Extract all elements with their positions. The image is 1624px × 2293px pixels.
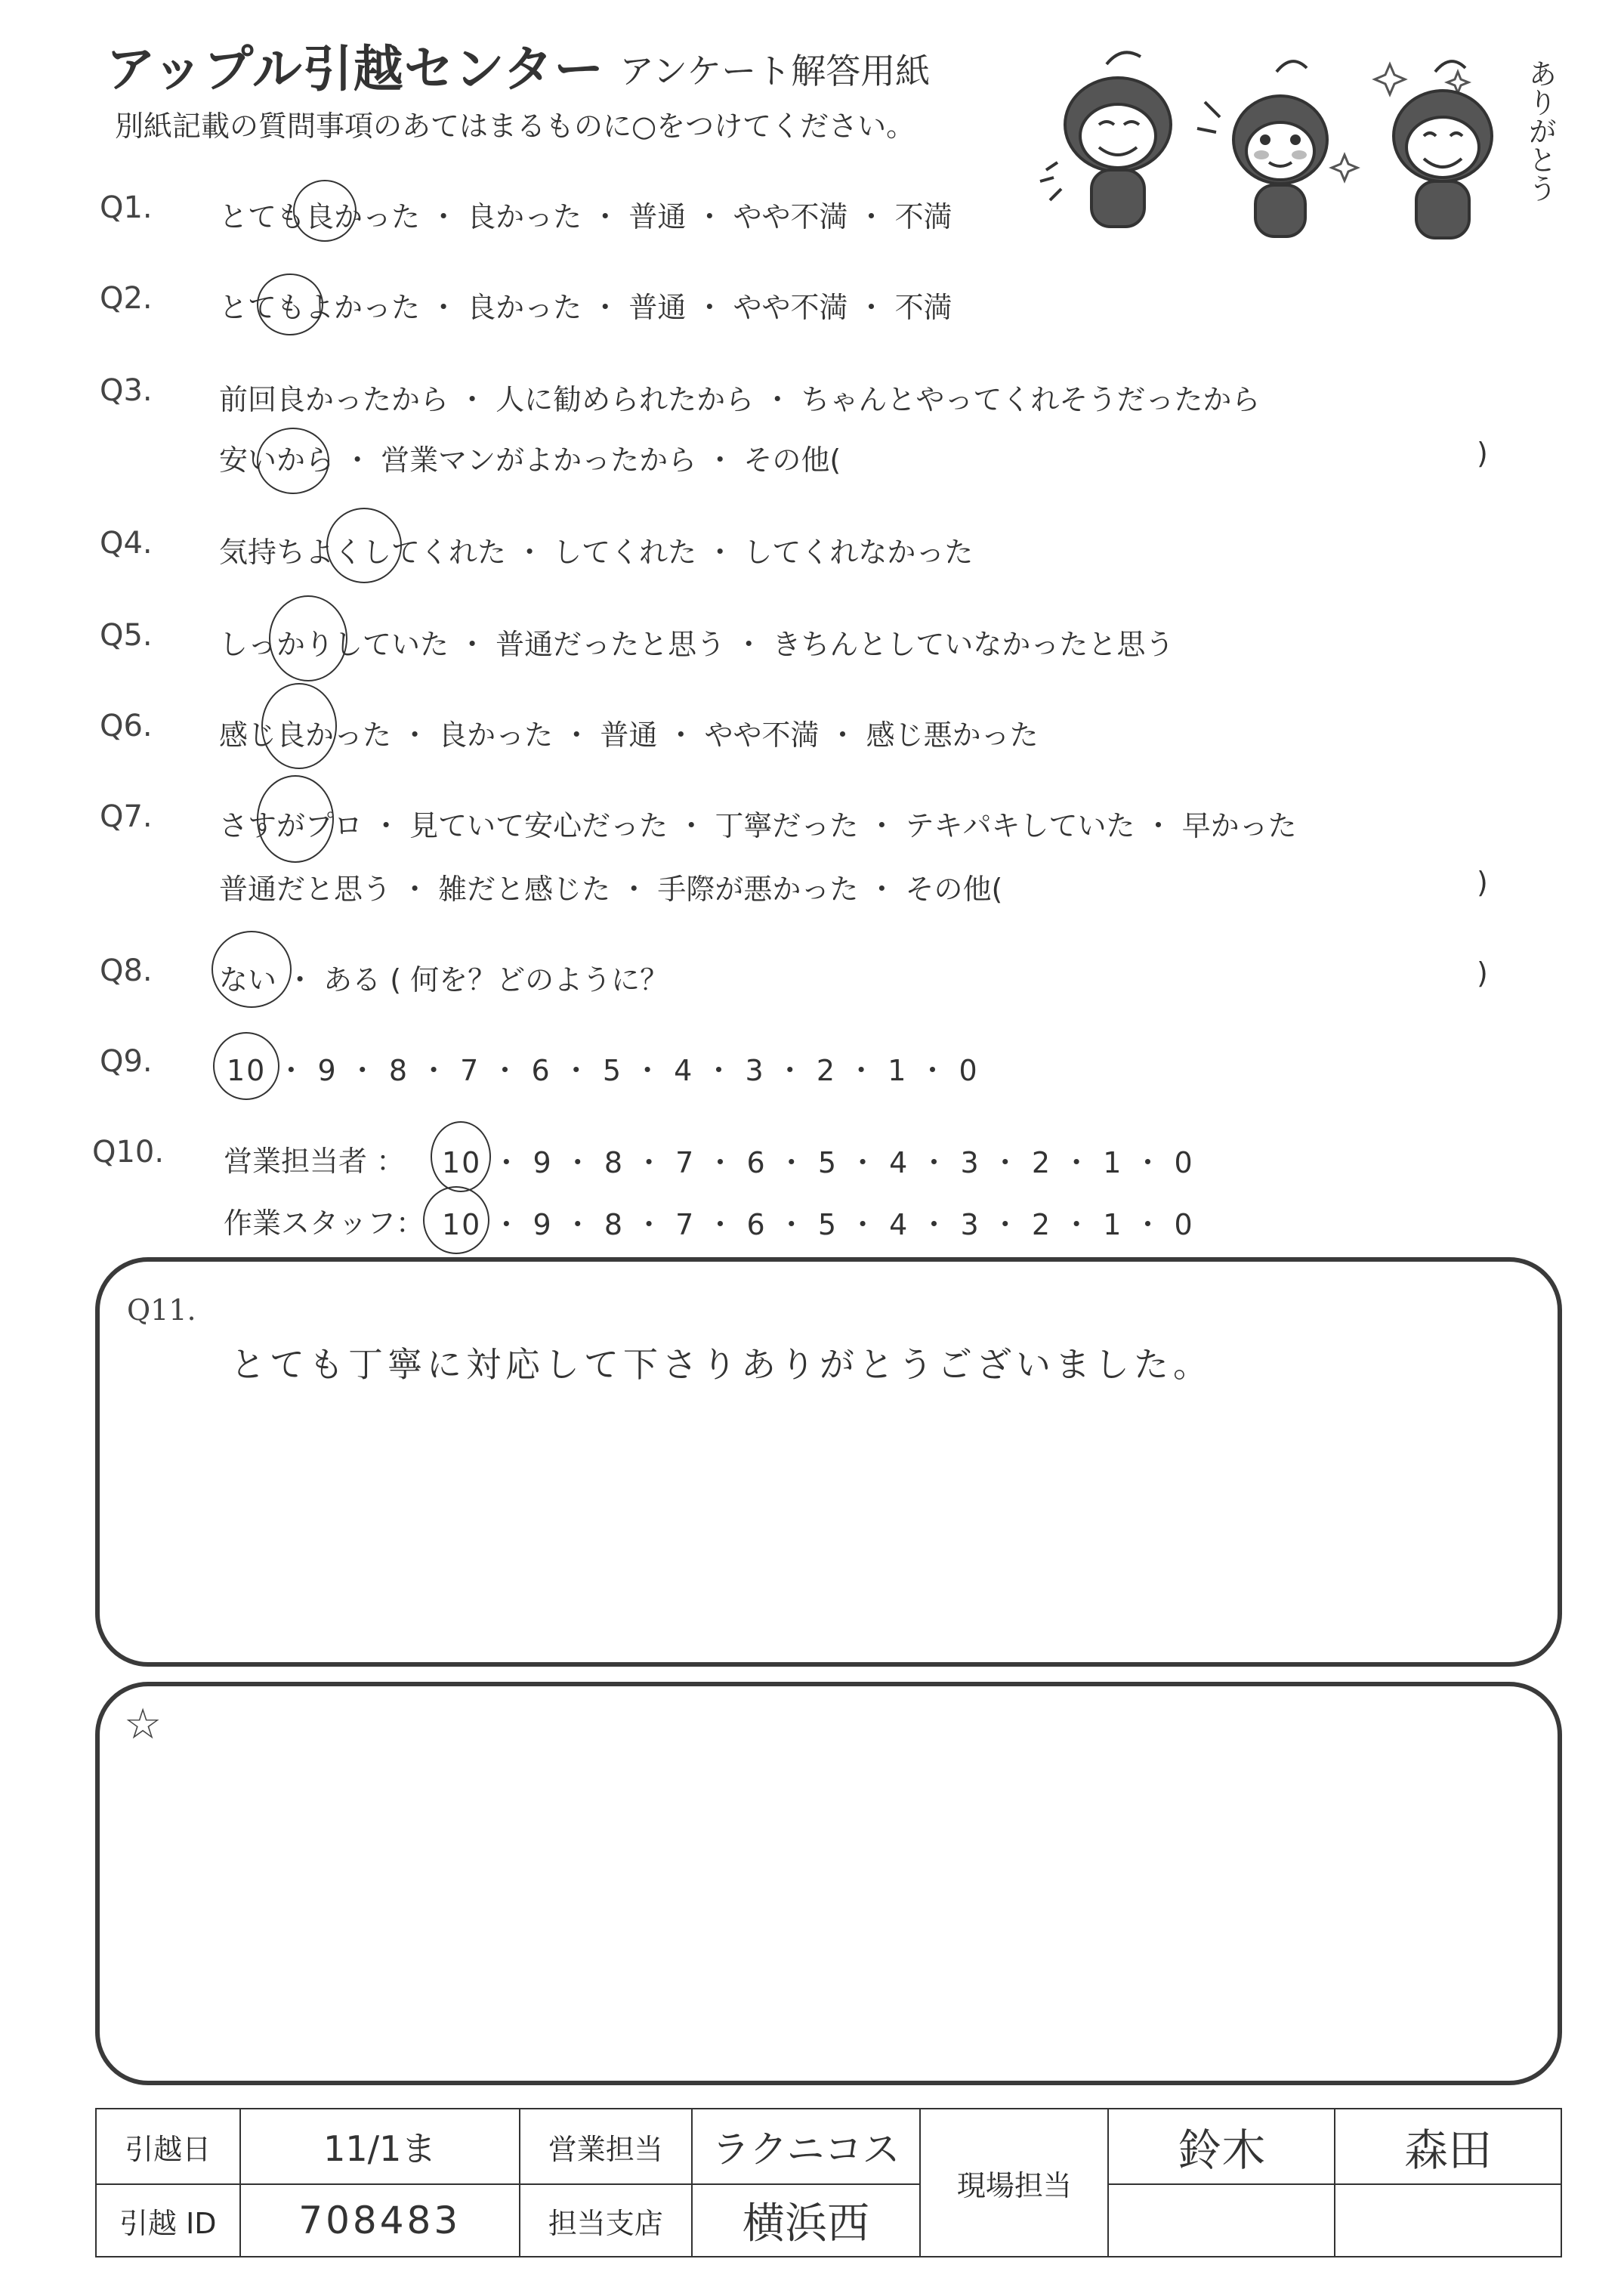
q3-close-paren: ) xyxy=(1477,437,1488,470)
branch-label: 担当支店 xyxy=(520,2184,692,2257)
q4-answer-circle xyxy=(326,508,402,583)
q5-options: しっかりしていた ・ 普通だったと思う ・ きちんとしていなかったと思う xyxy=(219,628,1175,661)
q1-answer-circle xyxy=(293,180,357,242)
q8-label: Q8. xyxy=(100,953,153,988)
move-id-label: 引越 ID xyxy=(96,2184,240,2257)
q6-answer-circle xyxy=(261,683,337,769)
q10-staff-label: 作業スタッフ： xyxy=(224,1207,425,1240)
site-staff-1 xyxy=(1108,2109,1335,2184)
q11-label: Q11. xyxy=(127,1293,196,1327)
q9-scale: 10 ・ 9 ・ 8 ・ 7 ・ 6 ・ 5 ・ 4 ・ 3 ・ 2 ・ 1 ・ 0 xyxy=(227,1054,979,1087)
move-id-value xyxy=(240,2184,520,2257)
q8-close-paren: ) xyxy=(1477,956,1488,990)
form-title: アップル引越センター xyxy=(106,40,605,98)
q6-options: 感じ良かった ・ 良かった ・ 普通 ・ やや不満 ・ 感じ悪かった xyxy=(219,718,1039,752)
branch-handwritten: 横浜西 xyxy=(742,2199,869,2249)
q9-answer-circle xyxy=(213,1032,279,1100)
q9-label: Q9. xyxy=(100,1044,153,1079)
q10-sales-label: 営業担当者 ： xyxy=(224,1145,406,1178)
move-id-handwritten: 708483 xyxy=(298,2199,462,2243)
monkey-1 xyxy=(1040,52,1171,227)
q11-comment-box xyxy=(95,1257,1562,1667)
mascot-caption: ありがとう xyxy=(1524,59,1557,202)
q8-options: ない ・ ある ( 何を？どのように？ xyxy=(219,963,669,997)
site-staff-3 xyxy=(1108,2184,1335,2257)
q4-options: 気持ちよくしてくれた ・ してくれた ・ してくれなかった xyxy=(219,536,974,569)
site-staff-1-handwritten: 鈴木 xyxy=(1178,2125,1266,2177)
q10-staff-answer-circle xyxy=(423,1186,489,1254)
site-staff-label: 現場担当 xyxy=(920,2109,1108,2257)
q7-label: Q7. xyxy=(100,799,153,834)
branch-value xyxy=(692,2184,921,2257)
instruction-text: 別紙記載の質問事項のあてはまるものに○をつけてください。 xyxy=(115,110,915,143)
q3-answer-circle xyxy=(257,428,329,494)
monkey-3 xyxy=(1394,61,1492,238)
sales-rep-handwritten: ラクニコス xyxy=(712,2128,900,2172)
site-staff-2-handwritten: 森田 xyxy=(1404,2125,1493,2177)
move-info-table xyxy=(95,2108,1562,2257)
q7-options-line1: さすがプロ ・ 見ていて安心だった ・ 丁寧だった ・ テキパキしていた ・ 早かった xyxy=(219,809,1297,842)
q2-label: Q2. xyxy=(100,281,153,316)
form-subtitle: アンケート解答用紙 xyxy=(619,51,931,91)
star-icon: ☆ xyxy=(124,1700,162,1749)
star-comment-box xyxy=(95,1682,1562,2085)
q2-options: とてもよかった ・ 良かった ・ 普通 ・ やや不満 ・ 不満 xyxy=(219,291,952,324)
site-staff-2 xyxy=(1335,2109,1561,2184)
q3-options-line1: 前回良かったから ・ 人に勧められたから ・ ちゃんとやってくれそうだったから xyxy=(219,383,1261,416)
q1-label: Q1. xyxy=(100,190,153,225)
q3-label: Q3. xyxy=(100,373,153,408)
q10-label: Q10. xyxy=(92,1135,165,1170)
move-date-label: 引越日 xyxy=(96,2109,240,2184)
q10-sales-answer-circle xyxy=(431,1121,491,1192)
q5-answer-circle xyxy=(269,595,347,681)
q7-answer-circle xyxy=(257,775,334,863)
sales-rep-value xyxy=(692,2109,921,2184)
move-date-handwritten: 11/1ま xyxy=(323,2128,437,2170)
move-date-value xyxy=(240,2109,520,2184)
q5-label: Q5. xyxy=(100,618,153,653)
q6-label: Q6. xyxy=(100,709,153,743)
q8-answer-circle xyxy=(211,931,292,1008)
q10-staff-scale: 10 ・ 9 ・ 8 ・ 7 ・ 6 ・ 5 ・ 4 ・ 3 ・ 2 ・ 1 ・ 0 xyxy=(442,1208,1194,1241)
q11-handwritten-answer: とても丁寧に対応して下さりありがとうございました。 xyxy=(230,1344,1212,1385)
monkey-mascot-illustration xyxy=(1035,42,1564,246)
site-staff-4 xyxy=(1335,2184,1561,2257)
q4-label: Q4. xyxy=(100,526,153,561)
sales-rep-label: 営業担当 xyxy=(520,2109,692,2184)
q3-options-line2: 安いから ・ 営業マンがよかったから ・ その他( xyxy=(219,443,841,477)
q2-answer-circle xyxy=(257,273,323,335)
monkey-2 xyxy=(1197,61,1327,236)
q1-options: とても良かった ・ 良かった ・ 普通 ・ やや不満 ・ 不満 xyxy=(219,200,952,233)
q7-close-paren: ) xyxy=(1477,866,1488,899)
q10-sales-scale: 10 ・ 9 ・ 8 ・ 7 ・ 6 ・ 5 ・ 4 ・ 3 ・ 2 ・ 1 ・ 0 xyxy=(442,1146,1194,1179)
q7-options-line2: 普通だと思う ・ 雑だと感じた ・ 手際が悪かった ・ その他( xyxy=(219,873,1003,906)
